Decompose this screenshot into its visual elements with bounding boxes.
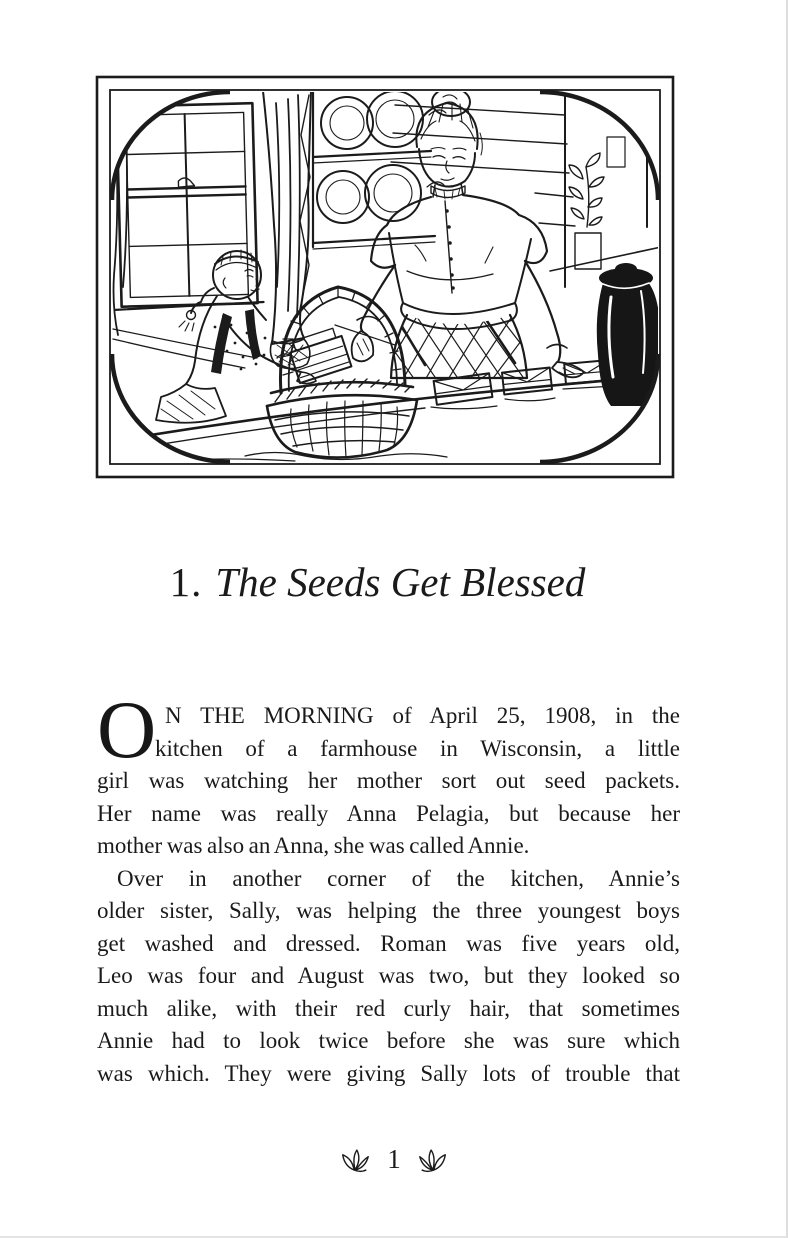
chapter-title bbox=[86, 558, 669, 607]
body-line: Over in another corner of the kitchen, Annie’s bbox=[117, 865, 680, 891]
page-footer bbox=[0, 1146, 788, 1175]
chapter-name: The Seeds Get Blessed bbox=[215, 559, 586, 605]
body-line: Leo was four and August was two, but they looked so bbox=[97, 963, 680, 988]
body-line: N THE MORNING of April 25, 1908, in the bbox=[165, 703, 680, 728]
body-line: Annie had to look twice before she was sure which bbox=[97, 1028, 680, 1053]
paragraph-2 bbox=[97, 863, 680, 1091]
chapter-illustration bbox=[95, 75, 675, 479]
chapter-number: 1. bbox=[169, 559, 203, 605]
body-line: much alike, with their red curly hair, that sometimes bbox=[97, 995, 680, 1021]
body-line: was which. They were giving Sally lots of trouble that bbox=[97, 1060, 680, 1086]
body-line: mother was also an Anna, she was called Annie. bbox=[97, 833, 530, 858]
leaf-ornament-right-icon bbox=[416, 1148, 450, 1173]
leaf-ornament-left-icon bbox=[338, 1148, 372, 1173]
body-line: older sister, Sally, was helping the three youngest boys bbox=[97, 898, 680, 923]
body-line: Her name was really Anna Pelagia, but because her bbox=[97, 800, 680, 826]
body-line: kitchen of a farmhouse in Wisconsin, a little bbox=[155, 735, 680, 761]
drop-cap: O bbox=[97, 684, 157, 775]
kitchen-scene-drawing bbox=[95, 75, 675, 479]
body-line: girl was watching her mother sort out seed packets. bbox=[97, 768, 680, 793]
paragraph-1 bbox=[97, 684, 680, 863]
body-text bbox=[97, 684, 680, 1090]
body-line: get washed and dressed. Roman was five years old, bbox=[97, 930, 680, 956]
page-number: 1 bbox=[387, 1144, 401, 1174]
